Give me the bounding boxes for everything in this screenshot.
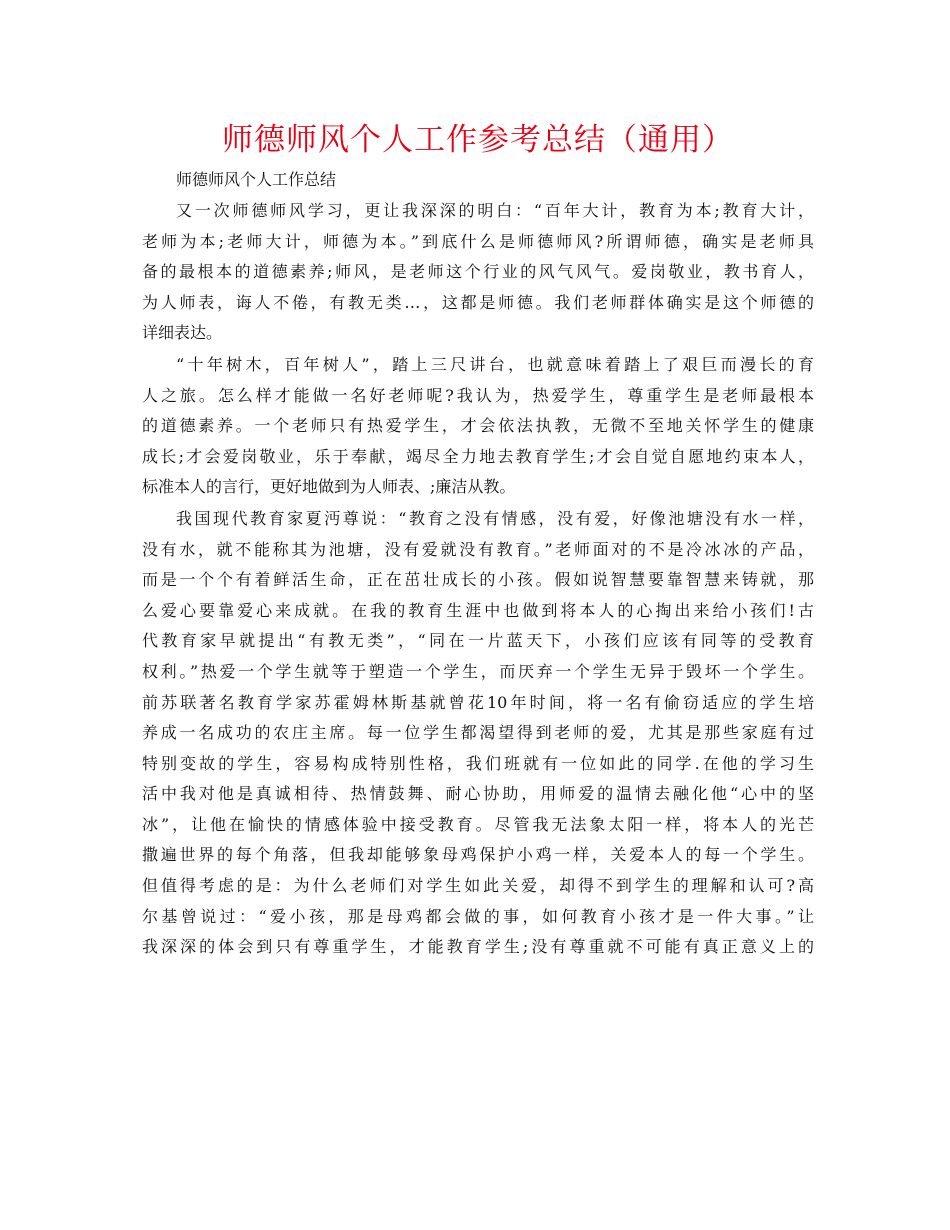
paragraph-line: 成长;才会爱岗敬业，乐于奉献，竭尽全力地去教育学生;才会自觉自愿地约束本人， xyxy=(142,446,814,466)
paragraph-2 xyxy=(142,350,814,503)
paragraph-line: 的道德素养。一个老师只有热爱学生，才会依法执教，无微不至地关怀学生的健康 xyxy=(142,416,814,436)
document-page xyxy=(142,118,814,963)
paragraph-line: 冰”，让他在愉快的情感体验中接受教育。尽管我无法象太阳一样，将本人的光芒 xyxy=(142,814,814,834)
paragraph-line: “十年树木，百年树人”，踏上三尺讲台，也就意味着踏上了艰巨而漫长的育 xyxy=(176,354,814,374)
paragraph-3 xyxy=(142,504,814,963)
document-title: 师德师风个人工作参考总结（通用） xyxy=(222,122,734,158)
paragraph-line: 但值得考虑的是：为什么老师们对学生如此关爱，却得不到学生的理解和认可?高 xyxy=(142,876,814,896)
paragraph-line: 代教育家早就提出“有教无类”，“同在一片蓝天下，小孩们应该有同等的受教育 xyxy=(142,631,814,651)
paragraph-line: 前苏联著名教育学家苏霍姆林斯基就曾花10年时间，将一名有偷窃适应的学生培 xyxy=(142,692,814,712)
paragraph-line: 我国现代教育家夏沔尊说：“教育之没有情感，没有爱，好像池塘没有水一样， xyxy=(176,508,814,528)
paragraph-line: 撒遍世界的每个角落，但我却能够象母鸡保护小鸡一样，关爱本人的每一个学生。 xyxy=(142,845,814,865)
paragraph-line: 又一次师德师风学习，更让我深深的明白：“百年大计，教育为本;教育大计， xyxy=(176,201,814,220)
paragraph-line: 人之旅。怎么样才能做一名好老师呢?我认为，热爱学生，尊重学生是老师最根本 xyxy=(142,385,814,405)
paragraph-line: 老师为本;老师大计，师德为本。”到底什么是师德师风?所谓师德，确实是老师具 xyxy=(142,231,814,251)
paragraph-line: 我深深的体会到只有尊重学生，才能教育学生;没有尊重就不可能有真正意义上的 xyxy=(142,937,814,957)
paragraph-1 xyxy=(142,196,814,349)
paragraph-line: 么爱心要靠爱心来成就。在我的教育生涯中也做到将本人的心掏出来给小孩们!古 xyxy=(142,600,814,620)
paragraph-line: 标准本人的言行，更好地做到为人师表、;廉洁从教。 xyxy=(142,477,516,497)
paragraph-line: 权利。”热爱一个学生就等于塑造一个学生，而厌弃一个学生无异于毁坏一个学生。 xyxy=(142,661,814,681)
paragraph-line: 活中我对他是真诚相待、热情鼓舞、耐心协助，用师爱的温情去融化他“心中的坚 xyxy=(142,784,814,804)
paragraph-line: 而是一个个有着鲜活生命，正在茁壮成长的小孩。假如说智慧要靠智慧来铸就，那 xyxy=(142,570,814,590)
paragraph-line: 特别变故的学生，容易构成特别性格，我们班就有一位如此的同学.在他的学习生 xyxy=(142,753,814,773)
paragraph-line: 为人师表，诲人不倦，有教无类…，这都是师德。我们老师群体确实是这个师德的 xyxy=(142,292,814,312)
paragraph-line: 备的最根本的道德素养;师风，是老师这个行业的风气风气。爱岗敬业，教书育人， xyxy=(142,262,814,282)
paragraph-line: 详细表达。 xyxy=(142,323,223,343)
paragraph-line: 尔基曾说过：“爱小孩，那是母鸡都会做的事，如何教育小孩才是一件大事。”让 xyxy=(142,906,814,926)
document-subtitle: 师德师风个人工作总结 xyxy=(176,170,337,189)
paragraph-line: 养成一名成功的农庄主席。每一位学生都渴望得到老师的爱，尤其是那些家庭有过 xyxy=(142,723,814,743)
paragraph-line: 没有水，就不能称其为池塘，没有爱就没有教育。”老师面对的不是冷冰冰的产品， xyxy=(142,539,814,559)
